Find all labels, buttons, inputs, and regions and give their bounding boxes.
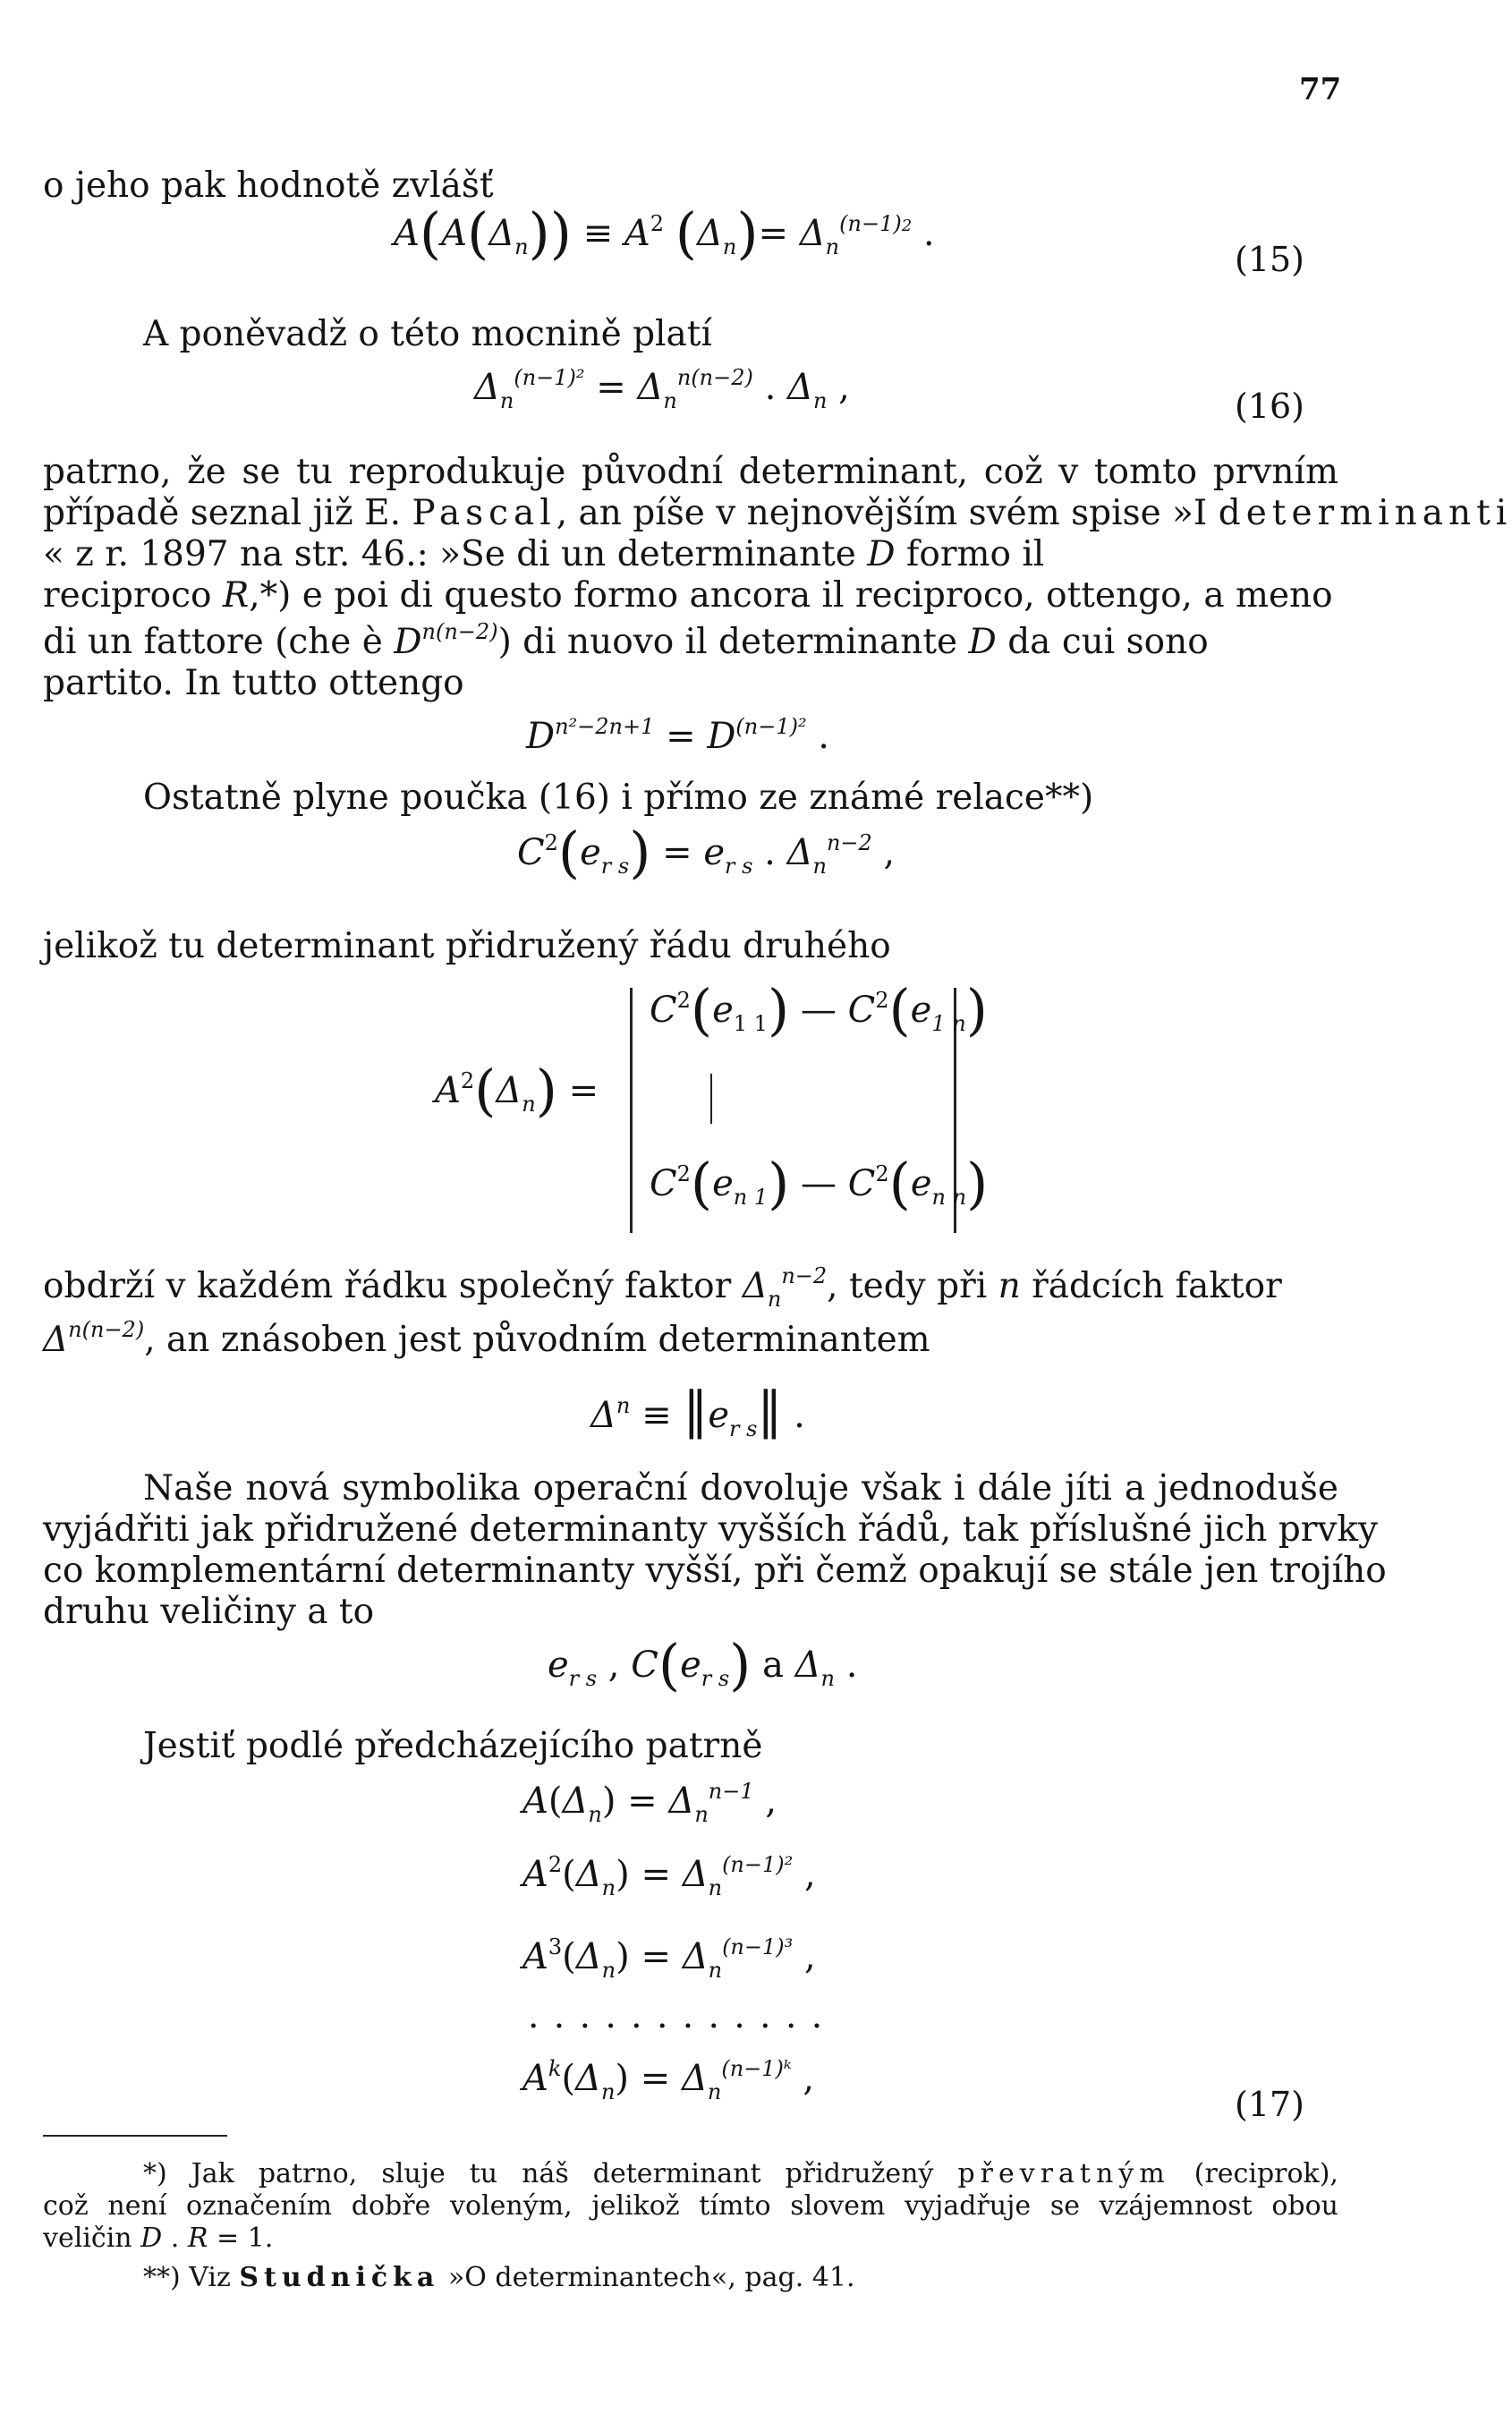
equation-number: (16) [1235, 387, 1305, 426]
paragraph-line: di un fattore (che è $D^{n(n-2)}$) di nuovo il determinante D da cui sono [43, 619, 1209, 662]
matrix-vertical-dots [710, 1074, 712, 1124]
equation-power-k: $A^k(\Delta_n) = \Delta_n^{(n-1)ᵏ}$ , [522, 2056, 815, 2104]
paragraph-line: vyjádřiti jak přidružené determinanty vyšších řádů, tak příslušné jich prvky [43, 1509, 1379, 1550]
ellipsis-dots: . . . . . . . . . . . . [528, 1996, 825, 2036]
paragraph-line: partito. In tutto ottengo [43, 663, 464, 703]
equation-15: $A(A(\Delta_n)) \equiv A^2$ $(\Delta_n)= \Delta_n^{(n-1)2}$ . [394, 200, 935, 266]
equation-relation: $C^2(e_{r s}) = e_{r s}$ . $\Delta_n^{n-2}$ , [517, 820, 896, 885]
paragraph-line: druhu veličiny a to [43, 1592, 375, 1632]
paragraph-line: « z r. 1897 na str. 46.: »Se di un determinante D formo il [43, 534, 1045, 574]
paragraph-line: případě seznal již E. Pascal, an píše v nejnovějším svém spise »I determinanti [43, 493, 1512, 533]
equation-delta-n: $\Delta^n$ ≡ $‖e_{r s}‖$ . [590, 1381, 805, 1441]
page-number: 77 [1299, 72, 1342, 107]
paragraph-line: Naše nová symbolika operační dovoluje však i dále jíti a jednoduše [143, 1468, 1338, 1509]
equation-power-3: $A^3(\Delta_n) = \Delta_n^{(n-1)^3}$ , [522, 1934, 816, 1983]
equation-quantities: $e_{r s}$ , $C(e_{r s})$ a $\Delta_n$ . [548, 1632, 858, 1697]
matrix-lhs: $A^2(\Delta_n)$ = [435, 1058, 599, 1123]
footnote-1: *) Jak patrno, sluje tu náš determinant přidružený převratným (reciprok), [143, 2158, 1338, 2189]
text-line: Jestiť podlé předcházejícího patrně [143, 1726, 763, 1766]
determinant-bar-left [630, 988, 633, 1233]
paragraph-line: co komplementární determinanty vyšší, při čemž opakují se stále jen trojího [43, 1551, 1387, 1591]
equation-number: (17) [1235, 2085, 1305, 2124]
text-line: o jeho pak hodnotě zvlášť [43, 166, 494, 206]
paragraph-line: patrno, že se tu reprodukuje původní determinant, což v tomto prvním [43, 452, 1338, 492]
equation-16: $\Delta_n^{(n-1)^2} = \Delta_n^{n(n-2)}$ . $\Delta_n$ , [474, 365, 850, 413]
equation-power-1: $A(\Delta_n) = \Delta_n^{n-1}$ , [522, 1779, 777, 1827]
text-line: obdrží v každém řádku společný faktor $\Delta_n^{n-2}$, tedy při n řádcích faktor [43, 1263, 1282, 1312]
paragraph-line: reciproco R,*) e poi di questo formo ancora il reciproco, ottengo, a meno [43, 575, 1333, 616]
footnote-1-line: což není označením dobře voleným, jelikož tímto slovem vyjadřuje se vzájemnost obou [43, 2190, 1338, 2222]
equation-d-power: $D^{n^2-2n+1} = D^{(n-1)^2}$ . [526, 714, 830, 757]
equation-number: (15) [1235, 240, 1305, 279]
text-line: $\Delta^{n(n-2)}$, an znásoben jest původním determinantem [43, 1317, 930, 1360]
matrix-row-1: $C^2(e_{1 1})$ — $C^2(e_{1 n})$ [650, 977, 988, 1042]
text-line: jelikož tu determinant přidružený řádu druhého [43, 926, 891, 966]
matrix-row-n: $C^2(e_{n 1})$ — $C^2(e_{n n})$ [650, 1151, 989, 1216]
equation-power-2: $A^2(\Delta_n) = \Delta_n^{(n-1)^2}$ , [522, 1852, 816, 1900]
text-line: Ostatně plyne poučka (16) i přímo ze známé relace**) [143, 778, 1094, 818]
footnote-2: **) Viz Studnička »O determinantech«, pag. 41. [143, 2262, 855, 2293]
footnote-rule [43, 2135, 227, 2137]
text-line: A poněvadž o této mocnině platí [143, 314, 712, 354]
footnote-1-line: veličin D . R = 1. [43, 2223, 274, 2254]
